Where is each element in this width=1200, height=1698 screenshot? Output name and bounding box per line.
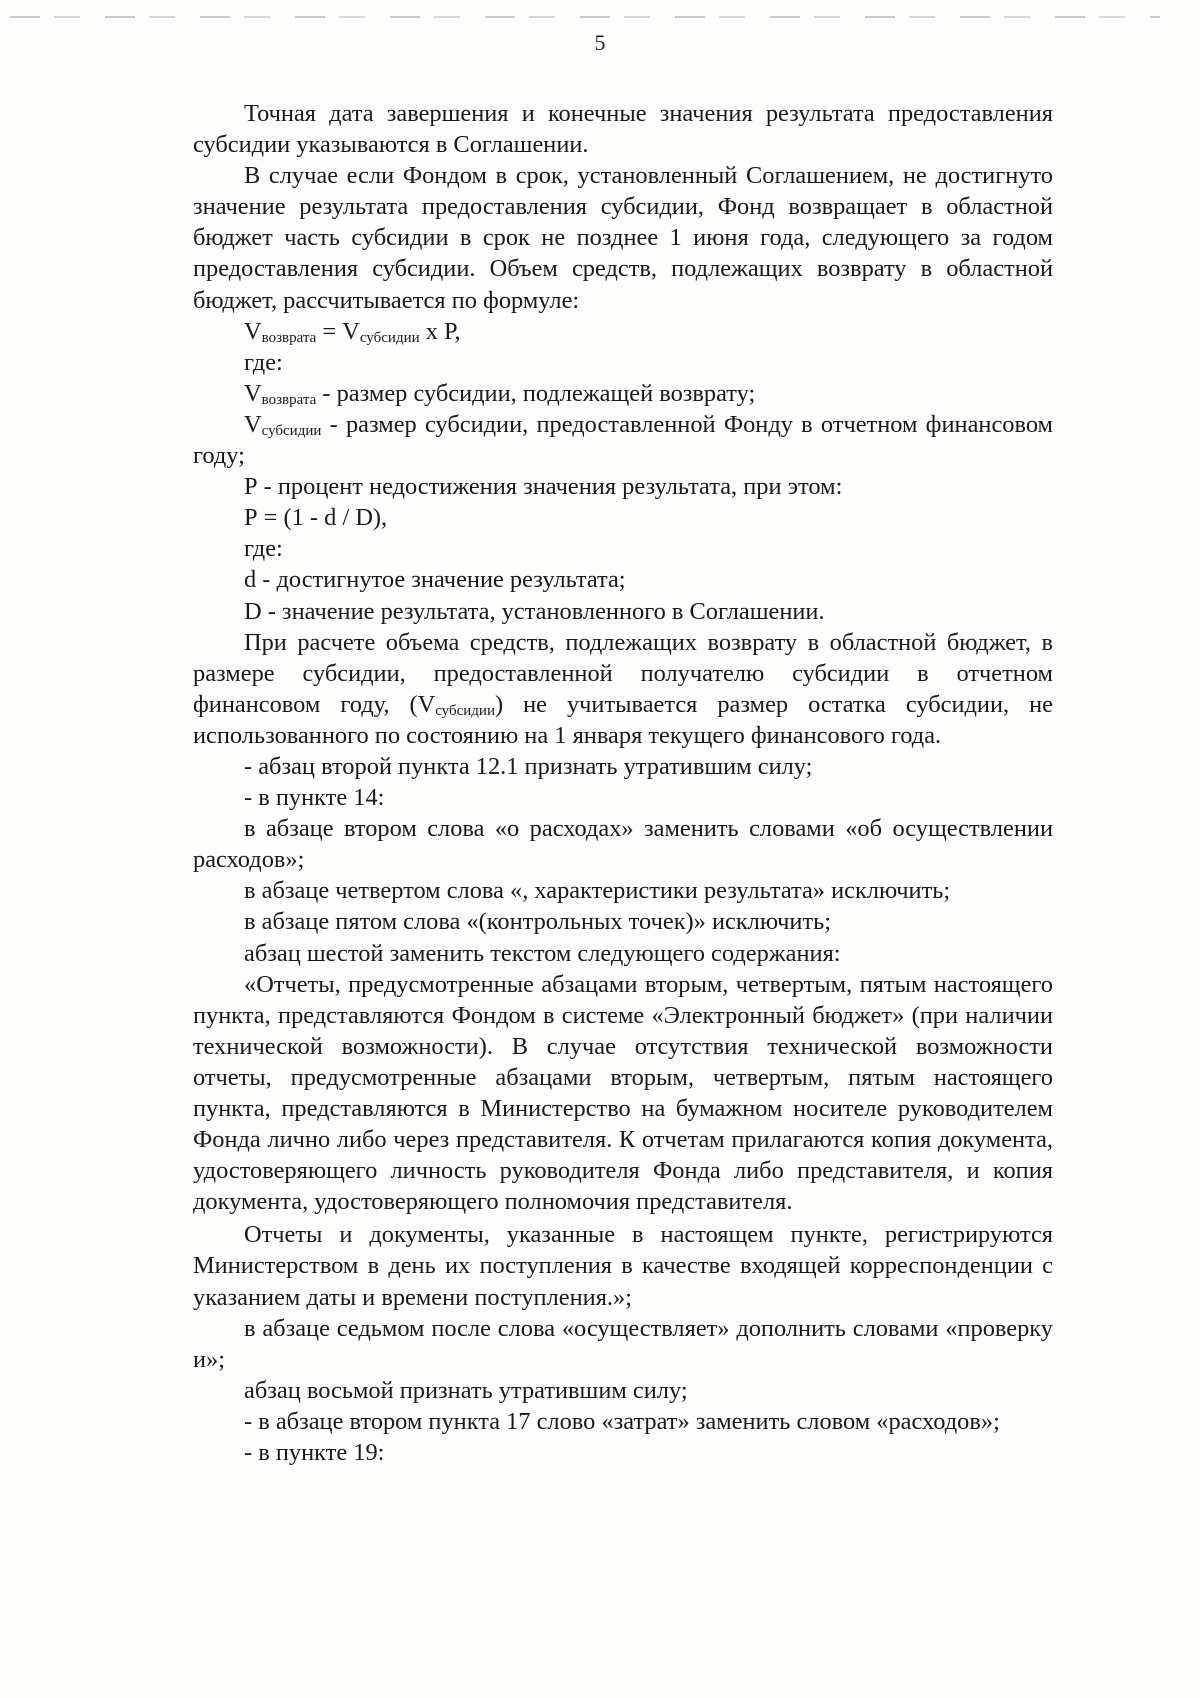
definition-D: D - значение результата, установленного в Соглашении. bbox=[244, 597, 825, 625]
def-v: V bbox=[244, 379, 262, 407]
formula-sub1: возврата bbox=[261, 329, 317, 346]
formula-v1: V bbox=[244, 317, 262, 345]
definition-d: d - достигнутое значение результата; bbox=[244, 566, 626, 594]
definition-v-subsidii bbox=[193, 409, 1053, 471]
formula-sub2: субсидии bbox=[359, 329, 420, 346]
def-text: - размер субсидии, подлежащей возврату; bbox=[316, 379, 756, 407]
def-v: V bbox=[244, 410, 262, 438]
definition-v-vozvrata bbox=[193, 378, 1053, 409]
amendment-17: - в абзаце втором пункта 17 слово «затрат» заменить словом «расходов»; bbox=[244, 1407, 1000, 1435]
paragraph-calculation bbox=[193, 627, 1053, 751]
page-number: 5 bbox=[594, 30, 606, 55]
def-sub: возврата bbox=[261, 391, 317, 408]
amendment-14-para2: в абзаце втором слова «о расходах» заменить словами «об осуществлении расходов»; bbox=[193, 815, 1053, 874]
amendment-14: - в пункте 14: bbox=[244, 784, 385, 812]
calc-v: V bbox=[417, 690, 436, 718]
def-text: - размер субсидии, предоставленной Фонду в отчетном финансовом году; bbox=[193, 410, 1053, 470]
amendment-14-para6: абзац шестой заменить текстом следующего содержания: bbox=[244, 939, 841, 967]
amendment-14-para8: абзац восьмой признать утратившим силу; bbox=[244, 1376, 688, 1404]
paragraph-return-conditions: В случае если Фондом в срок, установленный Соглашением, не достигнуто значение результата предоставления субсидии, Фонд возвращает в областной бюджет часть субсидии в срок не позднее 1 июня года, следующего за годом предоставления субсидии. Объем средств, подлежащих возврату в областной бюджет, рассчитывается по формуле: bbox=[193, 162, 1053, 314]
calc-before: При расчете объема средств, подлежащих возврату в областной бюджет, в размере субсидии, предоставленной получателю субсидии в отчетном финансовом году, ( bbox=[193, 628, 1053, 718]
formula-p: Р = (1 - d / D), bbox=[244, 504, 388, 532]
amendment-14-para4: в абзаце четвертом слова «, характеристики результата» исключить; bbox=[244, 877, 951, 905]
amendment-19: - в пункте 19: bbox=[244, 1439, 385, 1467]
def-sub: субсидии bbox=[261, 422, 322, 439]
amendment-12-1: - абзац второй пункта 12.1 признать утратившим силу; bbox=[244, 752, 813, 780]
where-label-1: где: bbox=[244, 348, 283, 376]
formula-eq: = bbox=[316, 317, 343, 345]
quoted-text-reports: «Отчеты, предусмотренные абзацами вторым, четвертым, пятым настоящего пункта, представляются Фондом в системе «Электронный бюджет» (при наличии технической возможности). В случае отсутствия технической возможности отчеты, предусмотренные абзацами вторым, четвертым, пятым настоящего пункта, представляются в Министерство на бумажном носителе руководителем Фонда лично либо через представителя. К отчетам прилагаются копия документа, удостоверяющего личность руководителя Фонда либо представителя, и копия документа, удостоверяющего полномочия представителя. bbox=[193, 970, 1053, 1216]
quoted-text-registration: Отчеты и документы, указанные в настоящем пункте, регистрируются Министерством в день их поступления в качестве входящей корреспонденции с указанием даты и времени поступления.»; bbox=[193, 1221, 1053, 1311]
formula-v2: V bbox=[342, 317, 360, 345]
definition-p: Р - процент недостижения значения результата, при этом: bbox=[244, 473, 843, 501]
calc-after: ) не учитывается размер остатка субсидии, не использованного по состоянию на 1 января текущего финансового года. bbox=[193, 690, 1053, 749]
formula-tail: х Р, bbox=[419, 317, 461, 345]
amendment-14-para5: в абзаце пятом слова «(контрольных точек)» исключить; bbox=[244, 908, 832, 936]
scan-artifact-line bbox=[10, 16, 1160, 18]
where-label-2: где: bbox=[244, 535, 283, 563]
formula-return-volume bbox=[193, 316, 1053, 347]
document-body bbox=[193, 98, 1053, 1468]
calc-sub: субсидии bbox=[435, 702, 495, 719]
amendment-14-para7: в абзаце седьмом после слова «осуществляет» дополнить словами «проверку и»; bbox=[193, 1314, 1053, 1373]
paragraph-completion-date: Точная дата завершения и конечные значения результата предоставления субсидии указываются в Соглашении. bbox=[193, 100, 1053, 159]
